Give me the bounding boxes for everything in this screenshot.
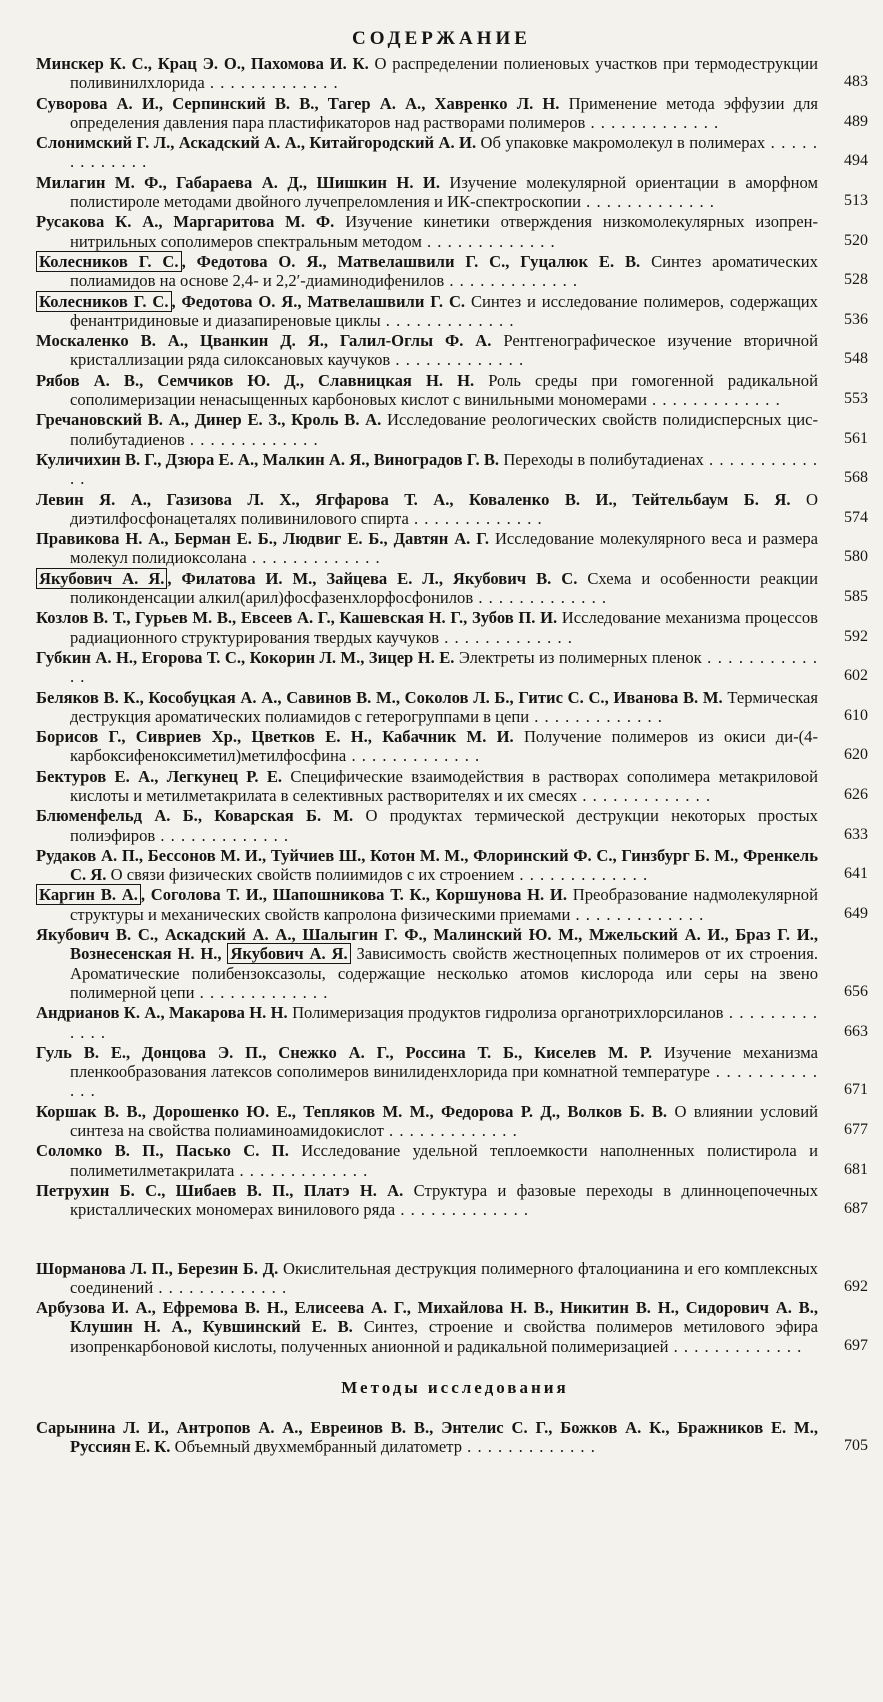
toc-entry-text: [36, 1102, 818, 1141]
entry-authors: Козлов В. Т., Гурьев М. В., Евсеев А. Г., Кашевская Н. Г., Зубов П. И.: [36, 608, 558, 628]
entry-description: Схема и особенности реакции поликонденсации алкил(арил)фосфазенхлорфосфонилов . . .: [70, 569, 818, 607]
entry-description: Синтез ароматических полиамидов на основе 2,4- и 2,2′-диаминодифенилов . . .: [70, 252, 818, 290]
entry-page-number: 489: [844, 112, 868, 130]
entry-page-number: 585: [844, 588, 868, 606]
toc-entry-text: [36, 490, 818, 529]
entry-authors: Суворова А. И., Серпинский В. В., Тагер А. А., Хавренко Л. Н.: [36, 93, 560, 113]
toc-entry-text: [36, 727, 818, 766]
section-heading: Методы исследования: [341, 1378, 569, 1397]
toc-entry: [36, 252, 874, 291]
entry-authors: Правикова Н. А., Берман Е. Б., Людвиг Е. Б., Давтян А. Г.: [36, 529, 490, 549]
toc-entry: [36, 608, 874, 647]
entry-page-number: 692: [844, 1277, 868, 1295]
toc-entry: [36, 885, 874, 924]
entry-authors: , Федотова О. Я., Матвелашвили Г. С., Гуцалюк Е. В.: [181, 251, 641, 271]
toc-entry-text: [36, 767, 818, 806]
entry-page-number: 494: [844, 152, 868, 170]
toc-entry: [36, 727, 874, 766]
toc-entry: [36, 846, 874, 885]
entry-page-number: 580: [844, 548, 868, 566]
entry-authors: Блюменфельд А. Б., Коварская Б. М.: [36, 806, 354, 826]
entry-description: Синтез и исследование полимеров, содержащих фенантридиновые и диазапиреновые циклы . . .: [70, 292, 818, 330]
toc-entry-text: [36, 846, 818, 885]
toc-entry: [36, 925, 874, 1002]
entry-authors: Рудаков А. П., Бессонов М. И., Туйчиев Ш., Котон М. М., Флоринский Ф. С., Гинзбург Б. М., Френкель С. Я.: [36, 845, 818, 885]
entry-description: О влиянии условий синтеза на свойства полиаминоамидокислот . . .: [70, 1102, 818, 1140]
entry-authors: Шорманова Л. П., Березин Б. Д.: [36, 1258, 279, 1278]
entry-authors: Гречановский В. А., Динер Е. З., Кроль В. А.: [36, 410, 382, 430]
toc-entry: [36, 569, 874, 608]
toc-entry: [36, 1181, 874, 1220]
entry-description: Об упаковке макромолекул в полимерах . . .: [70, 133, 818, 171]
toc-entry: [36, 1298, 874, 1356]
entry-description: О диэтилфосфонацеталях поливинилового спирта . . .: [70, 490, 818, 528]
toc-entry-text: [36, 608, 818, 647]
toc-entry: [36, 806, 874, 845]
entry-authors: Левин Я. А., Газизова Л. Х., Ягфарова Т. А., Коваленко В. И., Тейтельбаум Б. Я.: [36, 489, 791, 509]
entry-page-number: 626: [844, 785, 868, 803]
entry-description: Специфические взаимодействия в растворах сополимера метакриловой кислоты и метилметакрилата в селективных растворителях и их смесях . . .: [70, 767, 818, 805]
entry-description: Полимеризация продуктов гидролиза органотрихлорсиланов . . .: [70, 1003, 818, 1041]
entry-description: Переходы в полибутадиенах . . .: [70, 450, 818, 488]
entry-description: Получение полимеров из окиси ди-(4-карбоксифеноксиметил)метилфосфина . . .: [70, 727, 818, 765]
toc-entry-text: [36, 1259, 818, 1298]
entry-page-number: 663: [844, 1022, 868, 1040]
entry-description: Исследование реологических свойств полидисперсных цис-полибутадиенов . . .: [70, 410, 818, 448]
entry-description: Окислительная деструкция полимерного фталоцианина и его комплексных соединений . . .: [70, 1259, 818, 1297]
toc-entry-text: [36, 1298, 818, 1356]
toc-entry: [36, 1259, 874, 1298]
entry-description: Изучение механизма пленкообразования латексов сополимеров винилиденхлорида при комнатной температуре . . .: [70, 1043, 818, 1101]
toc-entry-text: [36, 133, 818, 172]
toc-entry-text: [36, 885, 818, 924]
entry-page-number: 687: [844, 1200, 868, 1218]
toc-entry: [36, 648, 874, 687]
toc-entry: [36, 450, 874, 489]
toc-entry: [36, 529, 874, 568]
entry-page-number: 548: [844, 350, 868, 368]
toc-entry: [36, 688, 874, 727]
entry-description: Преобразование надмолекулярной структуры и механических свойств капролона физическими приемами . . .: [70, 885, 818, 923]
boxed-author: Колесников Г. С.: [36, 251, 182, 272]
toc-entry-text: [36, 173, 818, 212]
toc-entry-text: [36, 529, 818, 568]
entry-description: О распределении полиеновых участков при термодеструкции поливинилхлорида . . .: [70, 54, 818, 92]
toc-entry-text: [36, 94, 818, 133]
boxed-author: Колесников Г. С.: [36, 291, 172, 312]
toc-entry-text: [36, 569, 818, 608]
entry-description: Электреты из полимерных пленок . . .: [70, 648, 818, 686]
entry-authors: Коршак В. В., Дорошенко Ю. Е., Тепляков М. М., Федорова Р. Д., Волков Б. В.: [36, 1101, 668, 1121]
entry-authors: Губкин А. Н., Егорова Т. С., Кокорин Л. М., Зицер Н. Е.: [36, 647, 455, 667]
toc-entry: [36, 94, 874, 133]
entry-description: Роль среды при гомогенной радикальной сополимеризации ненасыщенных карбоновых кислот с винильными мономерами . . .: [70, 371, 818, 409]
entry-description: О связи физических свойств полиимидов с их строением . . .: [111, 865, 649, 884]
entry-authors: Якубович В. С., Аскадский А. А., Шалыгин Г. Ф., Малинский Ю. М., Мжельский А. И., Браз Г. И., Вознесенская Н. Н.,: [36, 925, 818, 964]
entry-authors: Соломко В. П., Пасько С. П.: [36, 1141, 289, 1161]
entry-page-number: 681: [844, 1160, 868, 1178]
toc-entry-text: [36, 331, 818, 370]
entry-page-number: 641: [844, 865, 868, 883]
entry-description: Синтез, строение и свойства полимеров метилового эфира изопренкарбоновой кислоты, полученных анионной и радикальной полимеризацией . . .: [70, 1317, 818, 1355]
entry-description: Структура и фазовые переходы в длинноцепочечных кристаллических мономерах винилового ряда . . .: [70, 1181, 818, 1219]
entry-authors: , Федотова О. Я., Матвелашвили Г. С.: [171, 291, 466, 311]
entry-description: Исследование механизма процессов радиационного структурирования твердых каучуков . . .: [70, 608, 818, 646]
toc-entry-text: [36, 925, 818, 1002]
toc-entry: [36, 371, 874, 410]
toc-entry-text: [36, 806, 818, 845]
entry-description: Исследование молекулярного веса и размера молекул полидиоксолана . . .: [70, 529, 818, 567]
entry-authors: Русакова К. А., Маргаритова М. Ф.: [36, 212, 335, 232]
section-gap: [36, 1221, 874, 1259]
entry-authors: , Филатова И. М., Зайцева Е. Л., Якубович В. С.: [167, 568, 578, 588]
boxed-author: Каргин В. А.: [36, 884, 141, 905]
toc-entry-text: [36, 292, 818, 331]
toc-entry: [36, 410, 874, 449]
entry-page-number: 656: [844, 982, 868, 1000]
toc-entry-text: [36, 1043, 818, 1101]
toc-entry: [36, 292, 874, 331]
toc-entry: [36, 1418, 874, 1457]
entry-description: Зависимость свойств жестноцепных полимеров от их строения. Ароматические полибензоксазолы, содержащие несколько атомов кислорода или серы на звено полимерной цепи . . .: [70, 944, 818, 1002]
toc-entry: [36, 767, 874, 806]
toc-entry-text: [36, 1141, 818, 1180]
toc-entry: [36, 490, 874, 529]
entry-page-number: 561: [844, 429, 868, 447]
entry-authors: Минскер К. С., Крац Э. О., Пахомова И. К.: [36, 54, 369, 73]
toc-entry-text: [36, 371, 818, 410]
entry-authors: Милагин М. Ф., Габараева А. Д., Шишкин Н. И.: [36, 172, 440, 192]
toc-entry-text: [36, 450, 818, 489]
entry-page-number: 610: [844, 706, 868, 724]
entry-authors: Рябов А. В., Семчиков Ю. Д., Славницкая Н. Н.: [36, 370, 475, 390]
boxed-author: Якубович А. Я.: [36, 568, 167, 589]
toc-entry: [36, 133, 874, 172]
boxed-author: Якубович А. Я.: [227, 943, 350, 964]
toc-entry-text: [36, 648, 818, 687]
toc-entry: [36, 212, 874, 251]
entry-page-number: 592: [844, 627, 868, 645]
toc-list: [36, 54, 874, 1458]
entry-authors: Андрианов К. А., Макарова Н. Н.: [36, 1003, 288, 1023]
entry-authors: Сарынина Л. И., Антропов А. А., Евреинов В. В., Энтелис С. Г., Божков А. К., Бражников Е. М., Руссиян Е. К.: [36, 1418, 818, 1457]
entry-page-number: 553: [844, 390, 868, 408]
toc-entry: [36, 173, 874, 212]
toc-entry-text: [36, 212, 818, 251]
entry-description: Термическая деструкция ароматических полиамидов с гетерогруппами в цепи . . .: [70, 688, 818, 726]
toc-entry: [36, 54, 874, 93]
toc-entry-text: [36, 54, 818, 93]
entry-page-number: 705: [844, 1437, 868, 1455]
toc-entry-text: [36, 410, 818, 449]
entry-description: Рентгенографическое изучение вторичной кристаллизации ряда силоксановых каучуков . . .: [70, 331, 818, 369]
entry-description: Применение метода эффузии для определения давления пара пластификаторов над растворами полимеров . . .: [70, 94, 818, 132]
entry-page-number: 574: [844, 508, 868, 526]
entry-authors: Арбузова И. А., Ефремова В. Н., Елисеева А. Г., Михайлова Н. В., Никитин В. Н., Сидорович А. В., Клушин Н. А., Кувшинский Е. В.: [36, 1298, 818, 1337]
toc-entry-text: [36, 1181, 818, 1220]
entry-authors: Борисов Г., Сивриев Хр., Цветков Е. Н., Кабачник М. И.: [36, 727, 514, 747]
entry-description: Изучение кинетики отверждения низкомолекулярных изопрен-нитрильных сополимеров спектральным методом . . .: [70, 212, 818, 250]
toc-entry: [36, 331, 874, 370]
entry-page-number: 649: [844, 904, 868, 922]
entry-description: Исследование удельной теплоемкости наполненных полистирола и полиметилметакрилата . . .: [70, 1141, 818, 1179]
entry-authors: Слонимский Г. Л., Аскадский А. А., Китайгородский А. И.: [36, 133, 477, 153]
entry-authors: Петрухин Б. С., Шибаев В. П., Платэ Н. А.: [36, 1180, 404, 1200]
toc-entry-text: [36, 1003, 818, 1042]
entry-page-number: 528: [844, 271, 868, 289]
toc-entry: [36, 1043, 874, 1101]
entry-page-number: 536: [844, 310, 868, 328]
entry-authors: Москаленко В. А., Цванкин Д. Я., Галил-Оглы Ф. А.: [36, 331, 492, 351]
toc-entry: [36, 1003, 874, 1042]
entry-page-number: 620: [844, 746, 868, 764]
toc-entry-text: [36, 1418, 818, 1457]
entry-authors: Бектуров Е. А., Легкунец Р. Е.: [36, 766, 283, 786]
entry-page-number: 671: [844, 1081, 868, 1099]
toc-entry: [36, 1102, 874, 1141]
entry-page-number: 520: [844, 231, 868, 249]
entry-page-number: 483: [844, 73, 868, 91]
entry-description: Изучение молекулярной ориентации в аморфном полистироле методами двойного лучепреломления и ИК-спектроскопии . . .: [70, 173, 818, 211]
entry-authors: Куличихин В. Г., Дзюра Е. А., Малкин А. Я., Виноградов Г. В.: [36, 449, 500, 469]
toc-entry-text: [36, 252, 818, 291]
entry-page-number: 602: [844, 667, 868, 685]
entry-page-number: 633: [844, 825, 868, 843]
entry-authors: Беляков В. К., Кособуцкая А. А., Савинов В. М., Соколов Л. Б., Гитис С. С., Иванова В. М.: [36, 687, 723, 707]
entry-page-number: 697: [844, 1336, 868, 1354]
entry-page-number: 568: [844, 469, 868, 487]
entry-page-number: 677: [844, 1121, 868, 1139]
entry-description: О продуктах термической деструкции некоторых простых полиэфиров . . .: [70, 806, 818, 844]
entry-description: Объемный двухмембранный дилатометр . . .: [175, 1437, 596, 1456]
page-title: СОДЕРЖАНИЕ: [352, 28, 531, 49]
entry-authors: Гуль В. Е., Донцова Э. П., Снежко А. Г., Россина Т. Б., Киселев М. Р.: [36, 1042, 652, 1062]
toc-entry-text: [36, 688, 818, 727]
toc-entry: [36, 1141, 874, 1180]
entry-page-number: 513: [844, 192, 868, 210]
entry-authors: , Соголова Т. И., Шапошникова Т. К., Коршунова Н. И.: [140, 885, 567, 905]
